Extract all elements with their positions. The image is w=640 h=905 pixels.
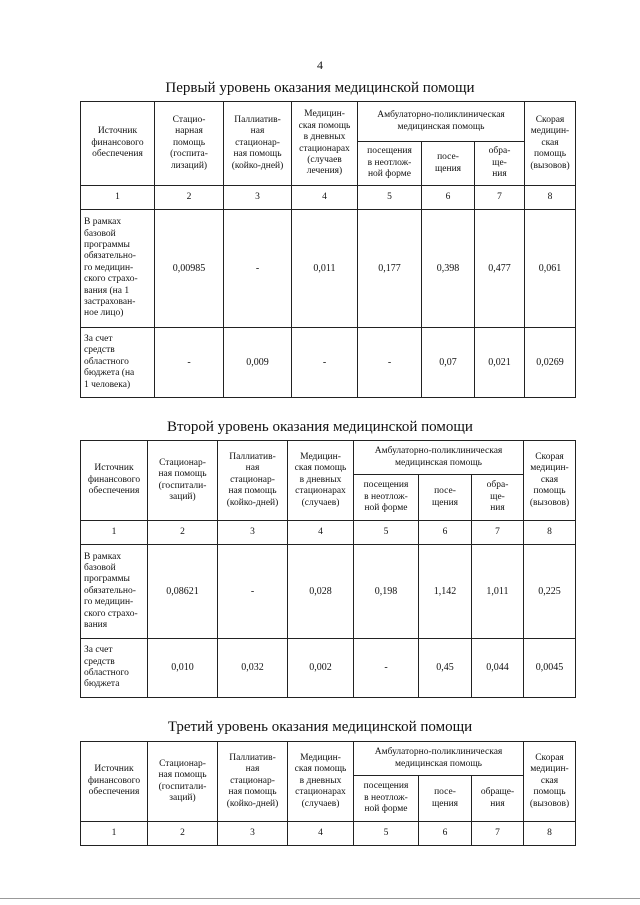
cell-value: 0,002 (288, 639, 354, 698)
col-num: 8 (524, 822, 576, 846)
header-appeals: обра- ще- ния (475, 142, 525, 186)
section2-table (80, 440, 576, 698)
row-source: За счет средств областного бюджета (81, 639, 148, 698)
header-ambulatory: Амбулаторно-поликлиническая медицинская помощь (358, 102, 525, 142)
header-day-hospital: Медицин- ская помощь в дневных стационарах (случаев) (288, 742, 354, 822)
cell-value: 0,00985 (155, 210, 224, 328)
section3-table (80, 741, 576, 846)
col-num: 2 (155, 186, 224, 210)
cell-value: - (155, 328, 224, 398)
col-num: 4 (292, 186, 358, 210)
header-ambulatory: Амбулаторно-поликлиническая медицинская помощь (354, 742, 524, 776)
col-num: 5 (354, 521, 419, 545)
header-emergency: Скорая медицин- ская помощь (вызовов) (524, 742, 576, 822)
header-appeals: обраще- ния (472, 776, 524, 822)
header-inpatient: Стационар- ная помощь (госпитали- заций) (148, 742, 218, 822)
cell-value: - (292, 328, 358, 398)
col-num: 6 (422, 186, 475, 210)
col-num: 8 (524, 521, 576, 545)
header-inpatient: Стацио- нарная помощь (госпита- лизаций) (155, 102, 224, 186)
header-source: Источник финансового обеспечения (81, 742, 148, 822)
page-number: 4 (317, 58, 323, 72)
col-num: 2 (148, 822, 218, 846)
col-num: 3 (224, 186, 292, 210)
header-appeals: обра- ще- ния (472, 475, 524, 521)
col-num: 5 (358, 186, 422, 210)
col-num: 4 (288, 822, 354, 846)
section1-table (80, 101, 576, 398)
column-numbers-row (81, 186, 576, 210)
cell-value: 0,028 (288, 545, 354, 639)
table-row (81, 328, 576, 398)
cell-value: 0,010 (148, 639, 218, 698)
cell-value: 0,45 (419, 639, 472, 698)
header-emergency: Скорая медицин- ская помощь (вызовов) (524, 441, 576, 521)
cell-value: 0,009 (224, 328, 292, 398)
cell-value: 0,032 (218, 639, 288, 698)
cell-value: 0,398 (422, 210, 475, 328)
table-row (81, 210, 576, 328)
col-num: 5 (354, 822, 419, 846)
header-urgent-visits: посещения в неотлож- ной форме (354, 776, 419, 822)
section2-title: Второй уровень оказания медицинской помощи (167, 419, 473, 435)
header-visits: посе- щения (422, 142, 475, 186)
header-emergency: Скорая медицин- ская помощь (вызовов) (525, 102, 576, 186)
col-num: 1 (81, 186, 155, 210)
header-palliative: Паллиатив- ная стационар- ная помощь (койко-дней) (218, 742, 288, 822)
section1-title: Первый уровень оказания медицинской помощи (165, 80, 475, 96)
cell-value: 0,0269 (525, 328, 576, 398)
header-urgent-visits: посещения в неотлож- ной форме (354, 475, 419, 521)
header-day-hospital: Медицин- ская помощь в дневных стационарах (случаев) (288, 441, 354, 521)
cell-value: 0,044 (472, 639, 524, 698)
cell-value: 0,011 (292, 210, 358, 328)
cell-value: 1,011 (472, 545, 524, 639)
table-row (81, 639, 576, 698)
cell-value: 0,061 (525, 210, 576, 328)
column-numbers-row (81, 521, 576, 545)
cell-value: - (224, 210, 292, 328)
row-source: В рамках базовой программы обязательно- го медицин- ского страхо- вания (81, 545, 148, 639)
header-source: Источник финансового обеспечения (81, 441, 148, 521)
col-num: 3 (218, 822, 288, 846)
col-num: 3 (218, 521, 288, 545)
cell-value: 0,021 (475, 328, 525, 398)
header-inpatient: Стационар- ная помощь (госпитали- заций) (148, 441, 218, 521)
cell-value: 0,477 (475, 210, 525, 328)
cell-value: 0,177 (358, 210, 422, 328)
section3-title: Третий уровень оказания медицинской помощи (167, 719, 473, 735)
header-source: Источник финансового обеспечения (81, 102, 155, 186)
cell-value: 0,198 (354, 545, 419, 639)
col-num: 7 (472, 521, 524, 545)
col-num: 8 (525, 186, 576, 210)
header-visits: посе- щения (419, 776, 472, 822)
cell-value: - (358, 328, 422, 398)
cell-value: 0,08621 (148, 545, 218, 639)
row-source: За счет средств областного бюджета (на 1 человека) (81, 328, 155, 398)
col-num: 1 (81, 822, 148, 846)
col-num: 4 (288, 521, 354, 545)
header-visits: посе- щения (419, 475, 472, 521)
col-num: 7 (472, 822, 524, 846)
col-num: 2 (148, 521, 218, 545)
column-numbers-row (81, 822, 576, 846)
header-palliative: Паллиатив- ная стационар- ная помощь (койко-дней) (218, 441, 288, 521)
col-num: 7 (475, 186, 525, 210)
header-ambulatory: Амбулаторно-поликлиническая медицинская помощь (354, 441, 524, 475)
cell-value: 0,0045 (524, 639, 576, 698)
cell-value: 1,142 (419, 545, 472, 639)
header-day-hospital: Медицин- ская помощь в дневных стационарах (случаев лечения) (292, 102, 358, 186)
col-num: 6 (419, 822, 472, 846)
col-num: 6 (419, 521, 472, 545)
row-source: В рамках базовой программы обязательно- го медицин- ского страхо- вания (на 1 застрахован- ное лицо) (81, 210, 155, 328)
col-num: 1 (81, 521, 148, 545)
page-bottom-rule (0, 898, 640, 899)
cell-value: 0,225 (524, 545, 576, 639)
cell-value: 0,07 (422, 328, 475, 398)
cell-value: - (354, 639, 419, 698)
header-palliative: Паллиатив- ная стационар- ная помощь (койко-дней) (224, 102, 292, 186)
table-row (81, 545, 576, 639)
header-urgent-visits: посещения в неотлож- ной форме (358, 142, 422, 186)
cell-value: - (218, 545, 288, 639)
